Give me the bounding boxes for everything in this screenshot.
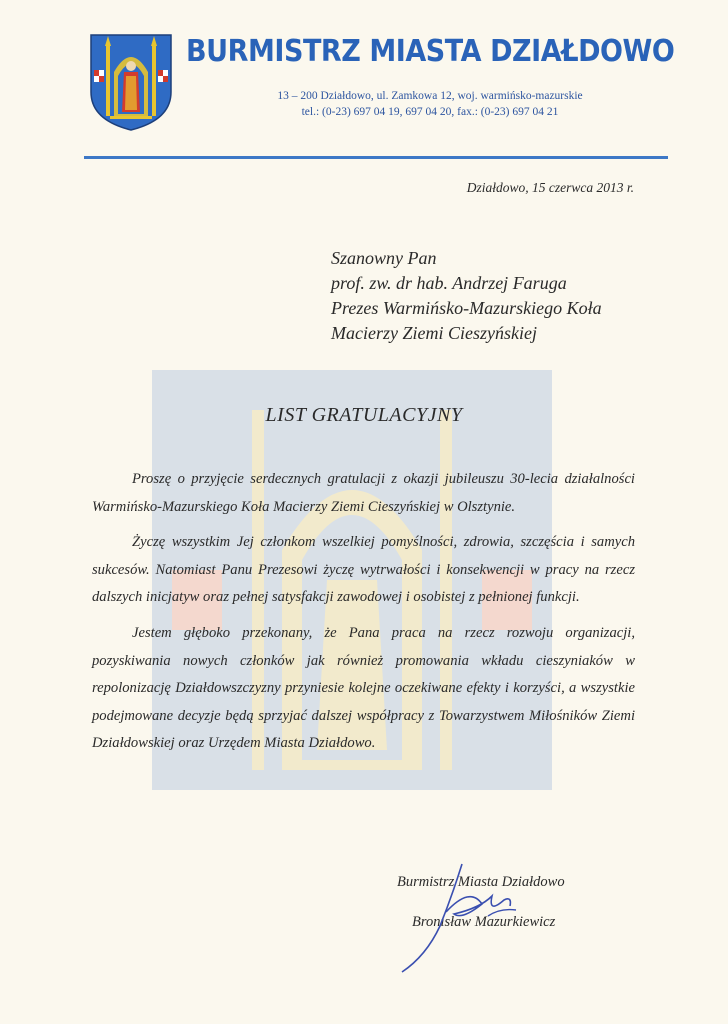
org-name: BURMISTRZ MIASTA DZIAŁDOWO [186, 34, 675, 69]
letter-date: Działdowo, 15 czerwca 2013 r. [466, 180, 634, 195]
body-paragraph: Życzę wszystkim Jej członkom wszelkiej pomyślności, zdrowia, szczęścia i samych sukcesów. Natomiast Panu Prezesowi życzę wytrwałości i konsekwencji w pracy na rzecz dalszych inicjatyw oraz pełnej satysfakcji zawodowej i osobistej z pełnionej funkcji. [92, 534, 635, 606]
header-divider [84, 156, 668, 159]
signatory-title: Burmistrz Miasta Działdowo [397, 874, 565, 890]
handwritten-signature-icon [392, 856, 542, 976]
body-paragraph: Jestem głęboko przekonany, że Pana praca na rzecz rozwoju organizacji, pozyskiwania nowych członków jak również promowania wkładu cieszyniaków w repolonizację Działdowszczyzny przyniesie kolejne oczekiwane efekty i korzyści, a wszystkie podejmowane decyzje będą sprzyjać dalszej współpracy z Towarzystwem Miłośników Ziemi Działdowskiej oraz Urzędem Miasta Działdowo. [92, 624, 635, 752]
address-line: 13 – 200 Działdowo, ul. Zamkowa 12, woj. warmińsko-mazurskie [277, 90, 583, 102]
letter-body [92, 466, 635, 766]
contact-line: tel.: (0-23) 697 04 19, 697 04 20, fax.: (0-23) 697 04 21 [301, 106, 559, 118]
letter-title: LIST GRATULACYJNY [265, 404, 463, 426]
body-paragraph: Proszę o przyjęcie serdecznych gratulacji z okazji jubileuszu 30-lecia działalności Warmińsko-Mazurskiego Koła Macierzy Ziemi Cieszyńskiej w Olsztynie. [92, 471, 635, 515]
addressee-line: prof. zw. dr hab. Andrzej Faruga [331, 273, 567, 293]
addressee-line: Macierzy Ziemi Cieszyńskiej [331, 323, 537, 343]
addressee-block [331, 246, 602, 346]
signatory-name: Bronisław Mazurkiewicz [412, 914, 556, 930]
coat-of-arms-icon [88, 32, 174, 132]
addressee-line: Prezes Warmińsko-Mazurskiego Koła [331, 298, 602, 318]
addressee-line: Szanowny Pan [331, 248, 437, 268]
